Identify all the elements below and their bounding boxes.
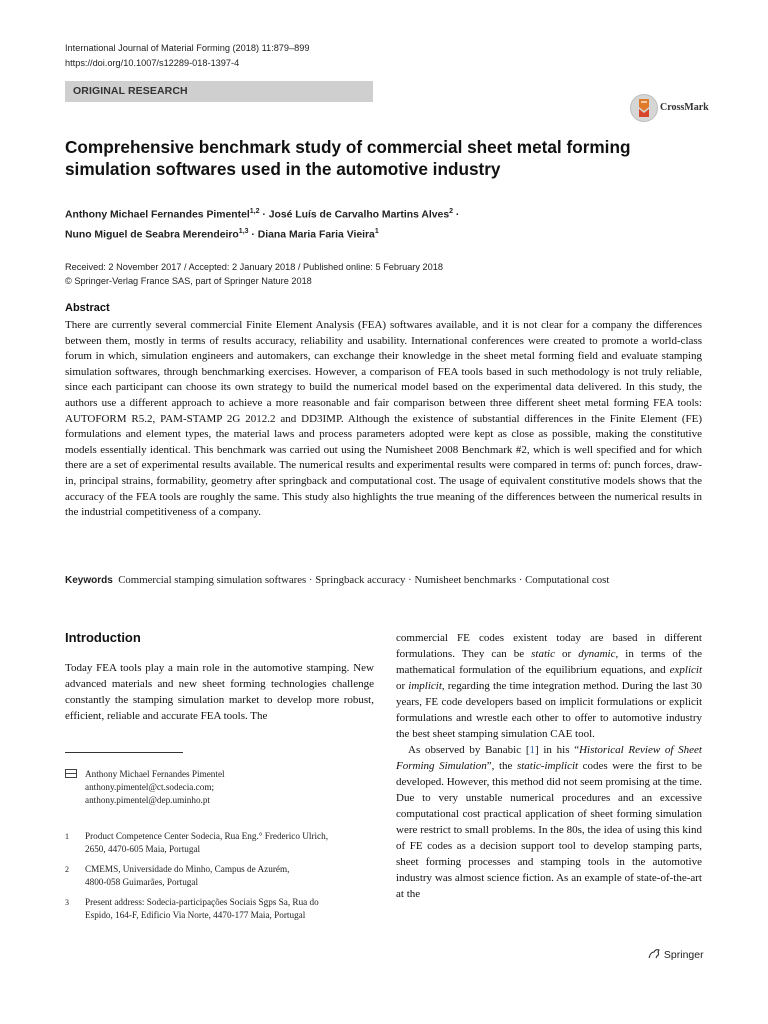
journal-citation: International Journal of Material Forming (2018) 11:879–899	[65, 43, 310, 53]
copyright-line: © Springer-Verlag France SAS, part of Springer Nature 2018	[65, 276, 312, 286]
publication-dates	[65, 260, 443, 288]
springer-horse-icon	[648, 948, 661, 959]
email-link[interactable]: anthony.pimentel@dep.uminho.pt	[85, 795, 210, 805]
affiliation-mark: 3	[65, 898, 69, 907]
author-name[interactable]: José Luís de Carvalho Martins Alves	[268, 209, 450, 221]
keyword: Computational cost	[525, 574, 610, 586]
section-band	[65, 81, 373, 102]
publisher-name: Springer	[663, 949, 704, 961]
intro-column-right	[396, 630, 702, 902]
author-name[interactable]: Nuno Miguel de Seabra Merendeiro	[65, 229, 239, 241]
affiliation-mark: 2	[65, 865, 69, 874]
corresponding-author-note	[65, 768, 375, 808]
author-name[interactable]: Diana Maria Faria Vieira	[257, 229, 375, 241]
affiliation-mark: 1	[65, 832, 69, 841]
publisher-logo	[648, 948, 704, 961]
footnote-divider	[65, 752, 183, 753]
journal-header	[65, 41, 309, 70]
intro-paragraph-left: Today FEA tools play a main role in the automotive stamping. New advanced materials and new sheet forming technologies challenge constantly the stamping simulation market to develop more robust, efficient, reliable and accurate FEA tools. The	[65, 662, 374, 722]
affiliation-note: 2 CMEMS, Universidade do Minho, Campus de Azurém, 4800-058 Guimarães, Portugal	[65, 864, 290, 887]
abstract-heading: Abstract	[65, 302, 110, 314]
author-affiliation: 1,2	[249, 208, 260, 215]
crossmark-icon	[630, 94, 658, 122]
keywords-line: Keywords Commercial stamping simulation softwares · Springback accuracy · Numisheet benchmarks · Computational cost	[65, 574, 610, 586]
crossmark-badge[interactable]	[630, 94, 709, 122]
email-link[interactable]: anthony.pimentel@ct.sodecia.com;	[85, 782, 215, 792]
keywords-label: Keywords	[65, 575, 113, 586]
author-name[interactable]: Anthony Michael Fernandes Pimentel	[65, 209, 250, 221]
citation-link[interactable]: 1	[529, 744, 535, 756]
affiliation-note: 1 Product Competence Center Sodecia, Rua Eng.° Frederico Ulrich, 2650, 4470-605 Maia, Portugal	[65, 831, 328, 854]
affiliation-note: 3 Present address: Sodecia-participações Sociais Sgps Sa, Rua do Espido, 164-F, Edificio Via Norte, 4470-177 Maia, Portugal	[65, 897, 319, 920]
article-title: Comprehensive benchmark study of commercial sheet metal forming simulation softwares used in the automotive industry	[65, 137, 631, 179]
corresponding-author-name: Anthony Michael Fernandes Pimentel	[85, 769, 225, 779]
history-dates: Received: 2 November 2017 / Accepted: 2 January 2018 / Published online: 5 February 2018	[65, 262, 443, 272]
crossmark-label: CrossMark	[660, 102, 709, 113]
intro-paragraph: As observed by Banabic [1] in his “Historical Review of Sheet Forming Simulation”, the static-implicit codes were the first to be developed. However, this method did not seem promising at the time. Due to very unstable numerical procedures and an excessive computational cost practical application of sheet forming simulation were restrict to small problems. In the 80s, the idea of using this kind of FE codes as a decision support tool to develop stamping parts, sheet forming processes and stamping tools in the automotive industry was almost science fiction. As an example of state-of-the-art at the	[396, 744, 703, 900]
doi-link[interactable]: https://doi.org/10.1007/s12289-018-1397-4	[65, 57, 240, 68]
intro-paragraph: commercial FE codes existent today are based in different formulations. They can be static or dynamic, in terms of the mathematical formulation of the equilibrium equations, and explicit or implicit, regarding the time integration method. During the last 30 years, FE code developers based on implicit formulations or explicit formulations and wrestle each other to offer to automotive industry the best sheet stamping simulation CAE tool.	[396, 632, 702, 740]
section-heading-introduction: Introduction	[65, 630, 141, 645]
envelope-icon	[65, 769, 77, 778]
keyword: Commercial stamping simulation softwares	[118, 574, 307, 586]
author-affiliation: 1	[374, 228, 379, 236]
keyword: Numisheet benchmarks	[414, 574, 517, 586]
author-list: Anthony Michael Fernandes Pimentel$^{1,2}$ · José Luís de Carvalho Martins Alves$^2$ · Nuno Miguel de Seabra Merendeiro$^{1,3}$ · Diana Maria Faria Vieira$^1$	[65, 208, 460, 241]
section-label: ORIGINAL RESEARCH	[73, 85, 188, 97]
keyword: Springback accuracy	[315, 574, 406, 586]
abstract-text: There are currently several commercial Finite Element Analysis (FEA) softwares available, and it is not clear for a company the differences between them, mostly in terms of results accuracy, reliability and usability. International conferences were created to promote a world-class forum in which, simulation engineers and automakers, can exchange their knowledge in the sheet metal forming field and evaluate stamping simulation softwares, through benchmarking exercises. However, a comparison of FEA tools based in such methodology is not truly reliable, since each participant can choose its own strategy to build the numerical model based on the experimental data delivered. In this study, the authors use a different approach to achieve a more reasonable and fair comparison between three different sheet metal forming FEA tools: AUTOFORM R5.2, PAM-STAMP 2G 2012.2 and DD3IMP. Although the existence of substantial differences in the Finite Element (FE) formulations and element types, the material laws and process parameters adopted were kept as close as possible, making the constitutive models essentially identical. This benchmark was carried out using the Numisheet 2008 Benchmark #2, which is well specified and for which there are a set of experimental results available. The numerical results and experimental results were compared in terms of: punch forces, draw-in, principal strains, formability, geometry after springback and computational cost. The usage of equivalent constitutive models shows that the accuracy of the FEA tools are roughly the same. This study also highlights the true meaning of the differences between the numerical results in the industrial competitiveness of a company.	[65, 319, 702, 519]
author-affiliation: 2	[449, 208, 454, 215]
author-affiliation: 1,3	[238, 228, 249, 236]
